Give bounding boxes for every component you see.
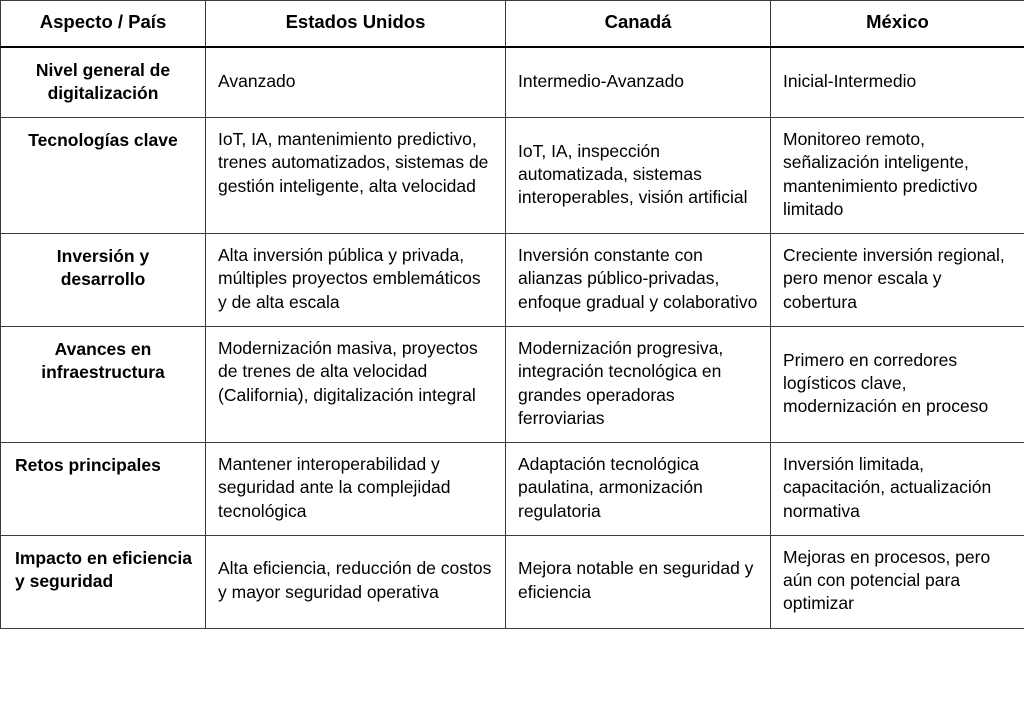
row-header-avances-infraestructura: Avances en infraestructura bbox=[1, 326, 206, 442]
column-header-estados-unidos: Estados Unidos bbox=[206, 1, 506, 47]
row-header-impacto-eficiencia-seguridad: Impacto en eficiencia y seguridad bbox=[1, 535, 206, 628]
cell-us-nivel: Avanzado bbox=[206, 47, 506, 118]
table-row bbox=[1, 118, 1024, 234]
table-body bbox=[1, 47, 1024, 629]
cell-us-inversion: Alta inversión pública y privada, múltiples proyectos emblemáticos y de alta escala bbox=[206, 234, 506, 327]
cell-mx-tecnologias: Monitoreo remoto, señalización inteligente, mantenimiento predictivo limitado bbox=[771, 118, 1024, 234]
cell-ca-avances: Modernización progresiva, integración tecnológica en grandes operadoras ferroviarias bbox=[506, 326, 771, 442]
table-header-row bbox=[1, 1, 1024, 47]
table-row bbox=[1, 47, 1024, 118]
cell-ca-tecnologias: IoT, IA, inspección automatizada, sistemas interoperables, visión artificial bbox=[506, 118, 771, 234]
cell-us-avances: Modernización masiva, proyectos de trenes de alta velocidad (California), digitalización integral bbox=[206, 326, 506, 442]
cell-ca-retos: Adaptación tecnológica paulatina, armonización regulatoria bbox=[506, 443, 771, 536]
row-header-inversion-desarrollo: Inversión y desarrollo bbox=[1, 234, 206, 327]
cell-ca-impacto: Mejora notable en seguridad y eficiencia bbox=[506, 535, 771, 628]
cell-us-tecnologias: IoT, IA, mantenimiento predictivo, trenes automatizados, sistemas de gestión inteligente, alta velocidad bbox=[206, 118, 506, 234]
cell-mx-impacto: Mejoras en procesos, pero aún con potencial para optimizar bbox=[771, 535, 1024, 628]
table-header bbox=[1, 1, 1024, 47]
cell-mx-avances: Primero en corredores logísticos clave, modernización en proceso bbox=[771, 326, 1024, 442]
cell-mx-retos: Inversión limitada, capacitación, actualización normativa bbox=[771, 443, 1024, 536]
column-header-aspect: Aspecto / País bbox=[1, 1, 206, 47]
column-header-canada: Canadá bbox=[506, 1, 771, 47]
table-row bbox=[1, 443, 1024, 536]
table-row bbox=[1, 234, 1024, 327]
row-header-nivel-digitalizacion: Nivel general de digitalización bbox=[1, 47, 206, 118]
cell-mx-nivel: Inicial-Intermedio bbox=[771, 47, 1024, 118]
table-row bbox=[1, 326, 1024, 442]
cell-mx-inversion: Creciente inversión regional, pero menor escala y cobertura bbox=[771, 234, 1024, 327]
table-row bbox=[1, 535, 1024, 628]
column-header-mexico: México bbox=[771, 1, 1024, 47]
cell-ca-inversion: Inversión constante con alianzas público-privadas, enfoque gradual y colaborativo bbox=[506, 234, 771, 327]
row-header-tecnologias-clave: Tecnologías clave bbox=[1, 118, 206, 234]
cell-us-retos: Mantener interoperabilidad y seguridad ante la complejidad tecnológica bbox=[206, 443, 506, 536]
cell-ca-nivel: Intermedio-Avanzado bbox=[506, 47, 771, 118]
row-header-retos-principales: Retos principales bbox=[1, 443, 206, 536]
cell-us-impacto: Alta eficiencia, reducción de costos y mayor seguridad operativa bbox=[206, 535, 506, 628]
